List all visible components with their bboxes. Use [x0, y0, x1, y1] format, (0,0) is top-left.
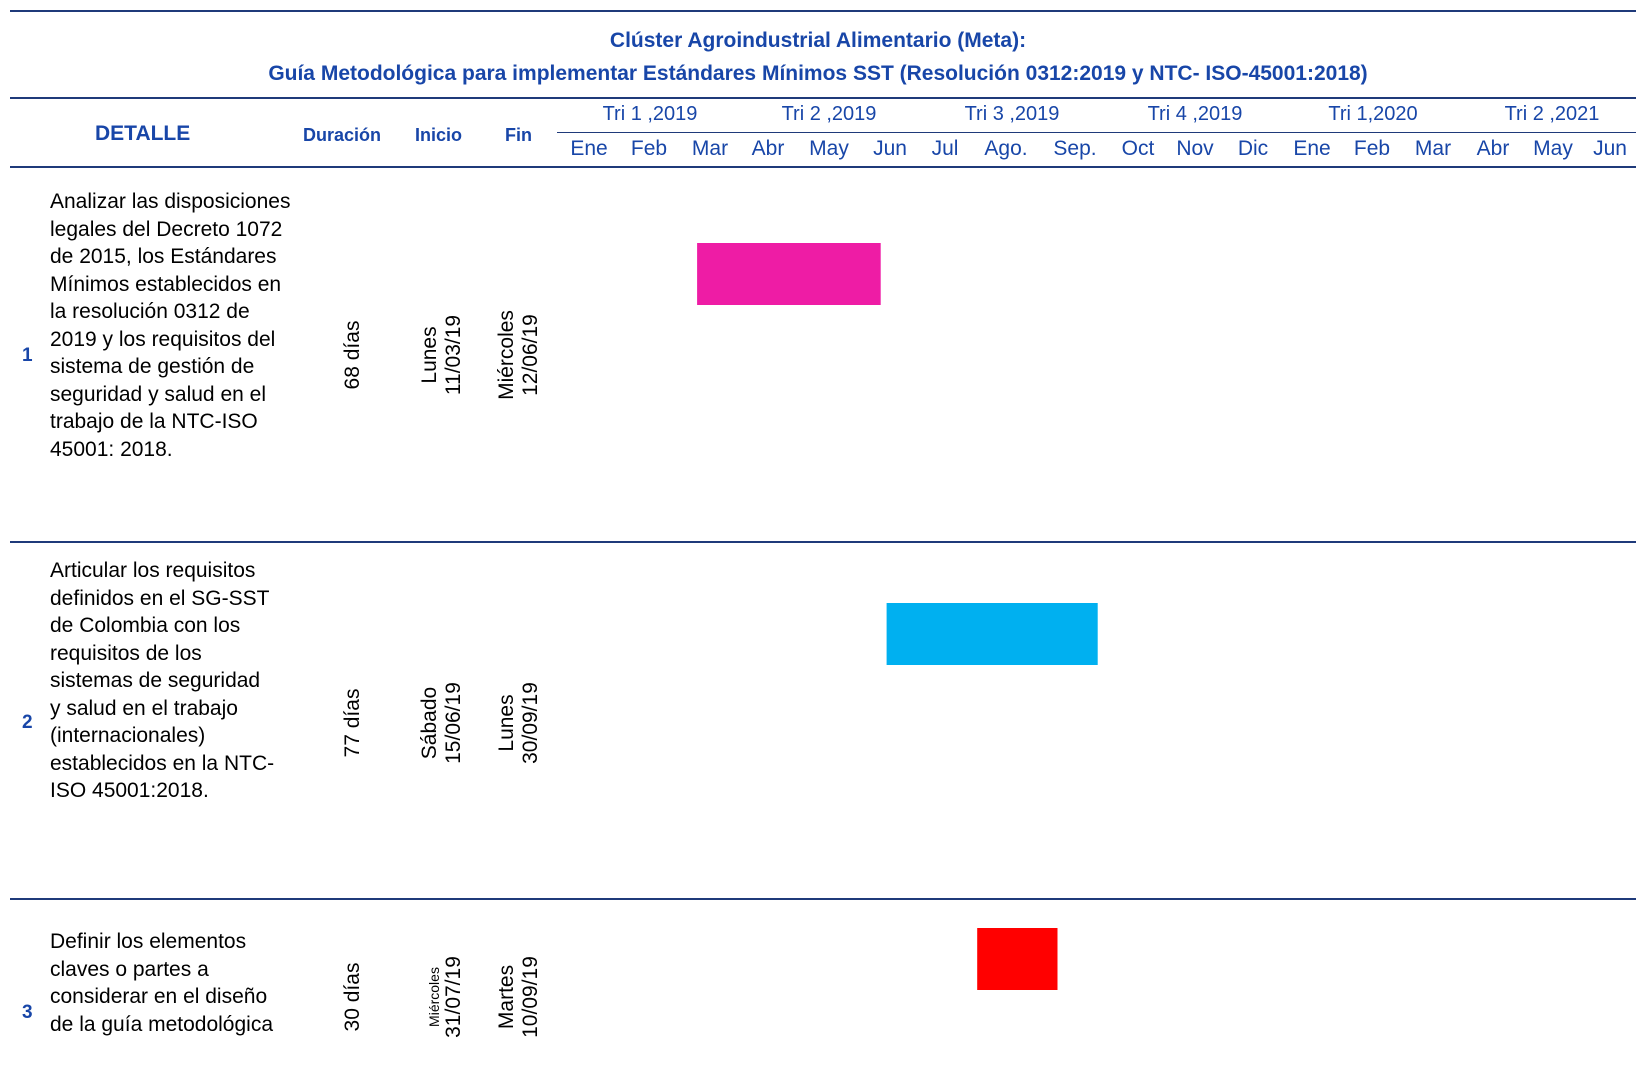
- start-day: Sábado: [418, 686, 441, 760]
- end-date: 10/09/19: [519, 956, 542, 1038]
- end-day: Miércoles: [495, 310, 518, 400]
- month-label: Dic: [1237, 137, 1269, 160]
- quarter-label: Tri 2 ,2019: [781, 103, 877, 125]
- start-date: 31/07/19: [442, 956, 465, 1038]
- header-inicio: Inicio: [415, 125, 463, 145]
- header-fin: Fin: [505, 125, 532, 145]
- month-label: Jun: [873, 137, 907, 160]
- start-day: Miércoles: [426, 967, 442, 1027]
- start-day: Lunes: [418, 326, 441, 384]
- row-number: 1: [22, 345, 33, 366]
- gantt-bar-task-2: [887, 603, 1098, 665]
- duration-text: 68 días: [341, 320, 364, 390]
- end-date: 30/09/19: [519, 682, 542, 764]
- chart-title-line1: Clúster Agroindustrial Alimentario (Meta):: [609, 29, 1027, 52]
- month-label: Abr: [1476, 137, 1510, 160]
- end-day: Martes: [495, 964, 518, 1030]
- end-day: Lunes: [495, 694, 518, 752]
- gantt-bar-task-3: [977, 928, 1057, 990]
- quarter-label: Tri 2 ,2021: [1504, 103, 1600, 125]
- chart-title-line2: Guía Metodológica para implementar Estándares Mínimos SST (Resolución 0312:2019 y NTC- ISO-45001:2018): [268, 62, 1368, 85]
- quarter-label: Tri 4 ,2019: [1147, 103, 1243, 125]
- quarter-label: Tri 1,2020: [1328, 103, 1418, 125]
- month-label: Feb: [1353, 137, 1391, 160]
- start-date: 15/06/19: [442, 682, 465, 764]
- row-number: 2: [22, 712, 33, 733]
- month-label: Sep.: [1053, 137, 1097, 160]
- row-detail: Analizar las disposiciones legales del Decreto 1072 de 2015, los Estándares Mínimos establecidos en la resolución 0312 de 2019 y los requisitos del sistema de gestión de seguridad y salud en el trabajo de la NTC-ISO 45001: 2018.: [50, 190, 291, 461]
- duration-text: 77 días: [341, 688, 364, 758]
- month-label: Oct: [1121, 137, 1155, 160]
- row-number: 3: [22, 1002, 33, 1023]
- month-label: Ago.: [984, 137, 1028, 160]
- row-detail: Definir los elementos claves o partes a considerar en el diseño de la guía metodológica: [50, 930, 273, 1036]
- month-label: Ene: [570, 137, 608, 160]
- month-label: Nov: [1176, 137, 1214, 160]
- month-label: May: [1533, 137, 1573, 160]
- month-label: Ene: [1293, 137, 1331, 160]
- gantt-bar-task-1: [697, 243, 881, 305]
- header-duracion: Duración: [303, 125, 382, 145]
- end-date: 12/06/19: [519, 314, 542, 396]
- header-detalle: DETALLE: [95, 122, 191, 145]
- month-label: Abr: [751, 137, 785, 160]
- quarter-label: Tri 1 ,2019: [602, 103, 698, 125]
- month-label: May: [809, 137, 849, 160]
- month-label: Jun: [1593, 137, 1627, 160]
- start-date: 11/03/19: [442, 314, 465, 396]
- month-label: Jul: [931, 137, 959, 160]
- duration-text: 30 días: [341, 962, 364, 1032]
- month-label: Mar: [1414, 137, 1452, 160]
- quarter-label: Tri 3 ,2019: [964, 103, 1060, 125]
- month-label: Mar: [691, 137, 729, 160]
- row-detail: Articular los requisitos definidos en el SG-SST de Colombia con los requisitos de los sistemas de seguridad y salud en el trabajo (internacionales) establecidos en la NTC-ISO 45001:2018.: [50, 559, 275, 802]
- month-label: Feb: [630, 137, 668, 160]
